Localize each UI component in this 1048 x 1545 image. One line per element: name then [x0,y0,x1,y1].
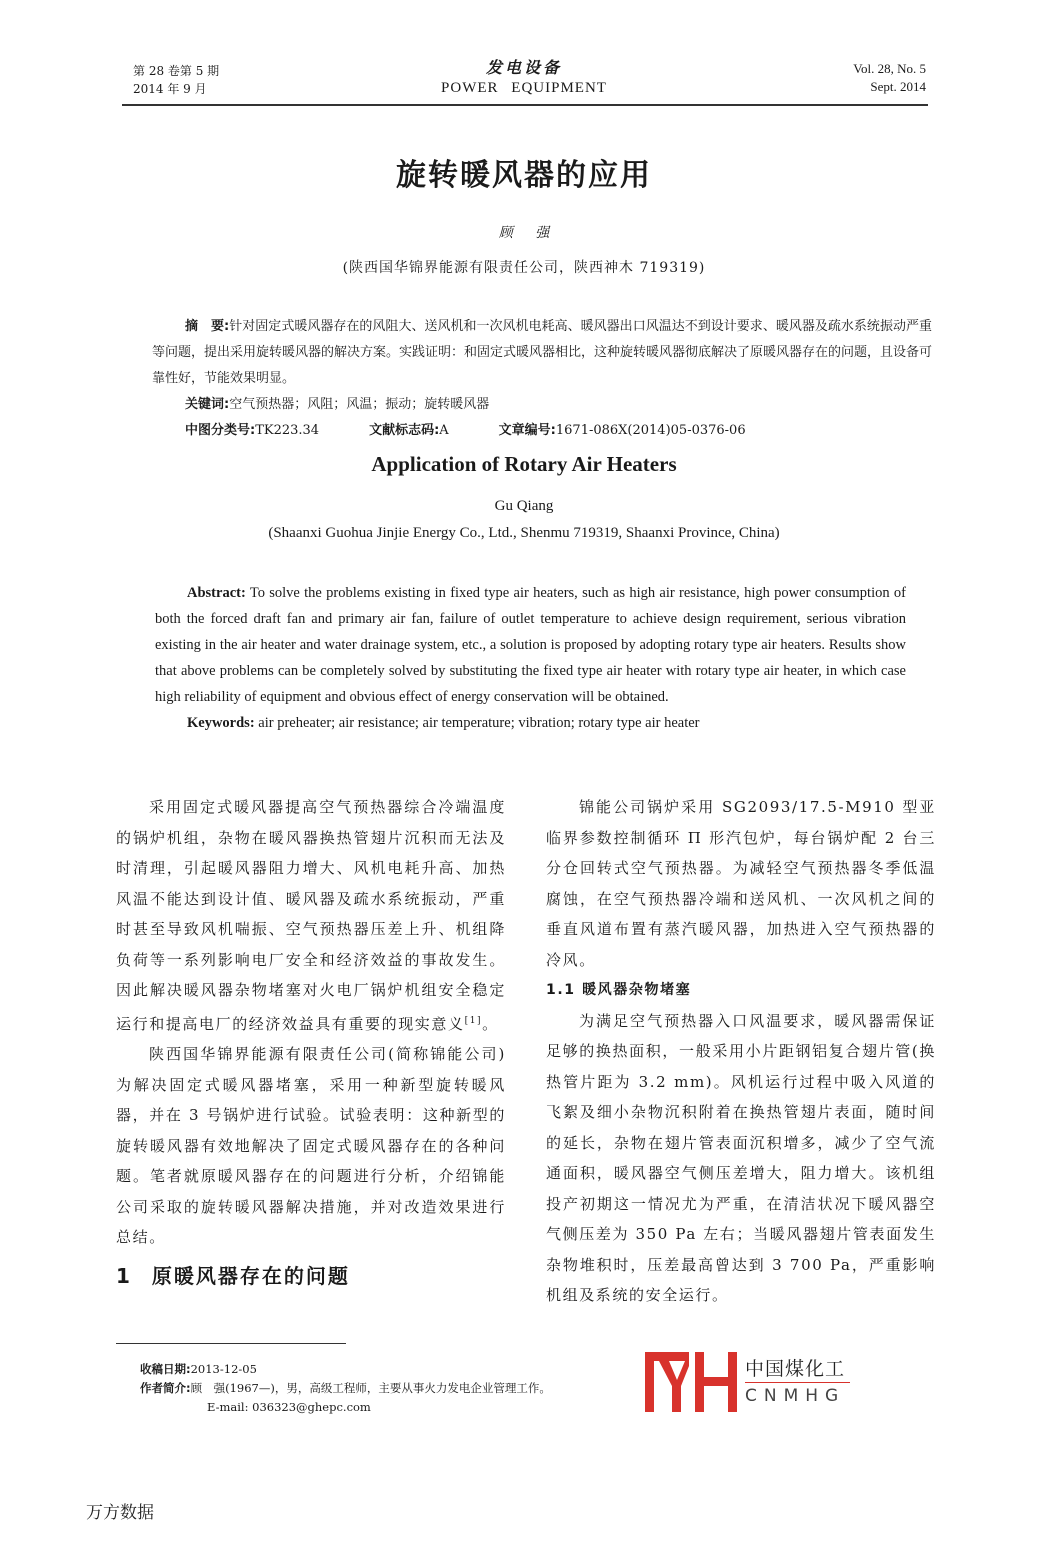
paragraph: 为满足空气预热器入口风温要求，暖风器需保证足够的换热面积，一般采用小片距钢铝复合翅片管(换热管片距为 3.2 mm)。风机运行过程中吸入风道的飞絮及细小杂物沉积附着在换热管翅片表面，随时间的延长，杂物在翅片管表面沉积增多，减少了空气流通面积，暖风器空气侧压差增大，阻力增大。该机组投产初期这一情况尤为严重，在清洁状况下暖风器空气侧压差为 350 Pa 左右；当暖风器翅片管表面发生杂物堆积时，压差最高曾达到 3 700 Pa，严重影响机组及系统的安全运行。 [546,1011,936,1304]
volume-issue-en: Vol. 28, No. 5 [853,61,926,76]
classification-row [152,418,932,444]
journal-name-en: POWER EQUIPMENT [441,80,607,96]
author-cn: 顾 强 [498,225,550,241]
logo-text-en: CNMHG [745,1386,846,1406]
header-right [853,60,926,96]
abstract-cn-text: 针对固定式暖风器存在的风阻大、送风机和一次风机电耗高、暖风器出口风温达不到设计要求、暖风器及疏水系统振动严重等问题，提出采用旋转暖风器的解决方案。实践证明：和固定式暖风器相比，这种旋转暖风器彻底解决了原暖风器存在的问题，且设备可靠性好，节能效果明显。 [152,319,933,386]
doc-code: A [439,423,449,438]
title-en: Application of Rotary Air Heaters [371,452,677,476]
abstract-cn [152,314,932,444]
author-en: Gu Qiang [494,498,554,514]
subsection-heading-1-1: 1.1 暖风器杂物堵塞 [546,982,692,998]
section-number: 1 [116,1263,132,1288]
logo-divider [745,1382,850,1383]
citation-ref[interactable]: [1] [464,1015,483,1026]
body-column-right [546,792,936,1311]
bio-label: 作者简介: [140,1381,191,1395]
article-no-label: 文章编号: [498,423,556,438]
watermark: 万方数据 [86,1503,154,1523]
doc-code-label: 文献标志码: [369,423,440,438]
clc-number: TK223.34 [255,423,320,438]
keywords-en-label: Keywords: [187,715,255,731]
abstract-en-text: To solve the problems existing in fixed type air heaters, such as high air resistance, high power consumption of both the forced draft fan and primary air fan, failure of outlet temperature to achieve design requirement, serious vibration existing in the air heater and water drainage system, etc., a solution is proposed by adopting rotary type air heaters. Results show that above problems can be completely solved by substituting the fixed type air heater with rotary type air heater, in which case high reliability of equipment and obvious effect of energy conservation will be obtained. [155,585,906,705]
affiliation-en: (Shaanxi Guohua Jinjie Energy Co., Ltd., Shenmu 719319, Shaanxi Province, China) [268,525,780,541]
cnmhg-logo [645,1352,865,1414]
mh-logo-mark-icon [645,1352,737,1412]
abstract-en-label: Abstract: [187,585,246,601]
title-cn: 旋转暖风器的应用 [396,158,652,193]
section-heading-1 [116,1261,506,1292]
author-bio: 顾 强(1967—)，男，高级工程师，主要从事火力发电企业管理工作。 [190,1381,551,1395]
paragraph-end: 。 [482,1014,499,1033]
affiliation-cn: (陕西国华锦界能源有限责任公司，陕西神木 719319) [342,260,706,276]
logo-text-cn: 中国煤化工 [745,1358,846,1380]
received-date: 2013-12-05 [190,1362,257,1376]
keywords-en: air preheater; air resistance; air temperature; vibration; rotary type air heater [258,715,700,731]
date-en: Sept. 2014 [870,79,926,94]
header-divider [122,104,928,106]
journal-name-cn: 发电设备 [485,58,562,77]
date-cn: 2014 年 9 月 [133,82,207,96]
paragraph: 陕西国华锦界能源有限责任公司(简称锦能公司)为解决固定式暖风器堵塞，采用一种新型旋转暖风器，并在 3 号锅炉进行试验。试验表明：这种新型的旋转暖风器有效地解决了固定式暖风器存在的各种问题。笔者就原暖风器存在的问题进行分析，介绍锦能公司采取的旋转暖风器解决措施，并对改造效果进行总结。 [116,1045,506,1246]
clc-label: 中图分类号: [185,423,256,438]
keywords-cn-label: 关键词: [185,397,230,412]
received-label: 收稿日期: [140,1362,191,1376]
paragraph: 锦能公司锅炉采用 SG2093/17.5-M910 型亚临界参数控制循环 Π 形汽包炉，每台锅炉配 2 台三分仓回转式空气预热器。为减轻空气预热器冬季低温腐蚀，在空气预热器冷端和送风机、一次风机之间的垂直风道布置有蒸汽暖风器，加热进入空气预热器的冷风。 [546,798,936,969]
footnote [140,1360,551,1417]
keywords-cn: 空气预热器；风阻；风温；振动；旋转暖风器 [229,397,490,412]
paragraph: 采用固定式暖风器提高空气预热器综合冷端温度的锅炉机组，杂物在暖风器换热管翅片沉积而无法及时清理，引起暖风器阻力增大、风机电耗升高、加热风温不能达到设计值、暖风器及疏水系统振动，严重时甚至导致风机喘振、空气预热器压差上升、机组降负荷等一系列影响电厂安全和经济效益的事故发生。因此解决暖风器杂物堵塞对火电厂锅炉机组安全稳定运行和提高电厂的经济效益具有重要的现实意义 [116,798,506,1033]
volume-issue-cn: 第 28 卷第 5 期 [133,64,220,78]
body-column-left [116,792,506,1291]
section-title: 原暖风器存在的问题 [151,1263,350,1288]
footnote-divider [116,1343,346,1344]
abstract-cn-label: 摘 要: [185,319,230,334]
article-no: 1671-086X(2014)05-0376-06 [555,423,746,438]
author-email: E-mail: 036323@ghepc.com [207,1400,371,1414]
abstract-en [155,580,906,736]
